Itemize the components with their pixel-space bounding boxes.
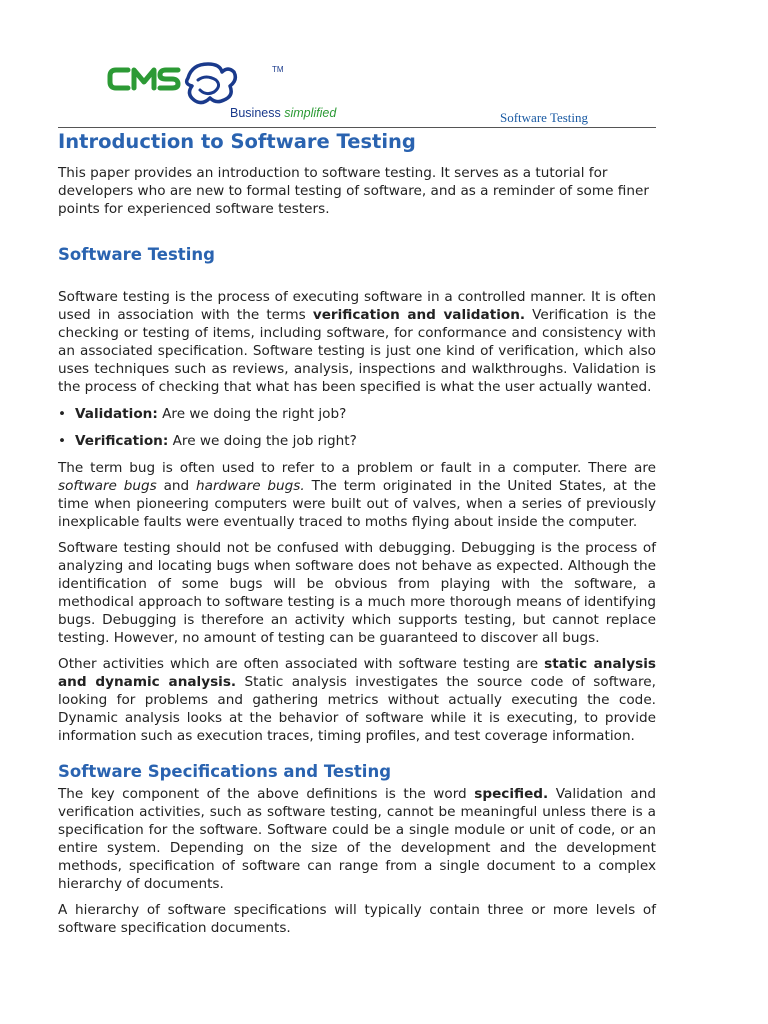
bullet-list [58,405,656,450]
text-run: The key component of the above definitions is the word [58,786,475,802]
company-logo [106,56,368,126]
logo-mark-icon [106,56,286,108]
bullet-label: Verification: [75,433,169,449]
tagline-simplified: simplified [284,106,337,120]
text-run: Static analysis investigates the source code of software, looking for problems and gathering metrics without actually executing the code. Dynamic analysis looks at the behavior of software while it is executing, to provide information such as execution traces, timing profiles, and test coverage information. [58,674,656,744]
paragraph-hierarchy: A hierarchy of software specifications will typically contain three or more levels of software specification documents. [58,902,656,936]
section-heading-specifications: Software Specifications and Testing [58,762,392,781]
bullet-icon: • [58,433,67,449]
bullet-text: Are we doing the job right? [168,433,357,449]
paragraph-analysis [58,655,656,745]
document-body [58,128,656,937]
text-run: Other activities which are often associated with software testing are [58,656,545,672]
intro-paragraph: This paper provides an introduction to software testing. It serves as a tutorial for developers who are new to formal testing of software, and as a reminder of some finer points for experienced software testers. [58,165,649,217]
trademark-mark: TM [272,65,284,74]
paragraph-specified [58,785,656,893]
text-run: and [156,478,197,494]
paragraph-bugs [58,459,656,531]
bold-run: static analysis and dynamic analysis. [58,656,656,690]
tagline-business: Business [230,106,281,120]
bold-run: verification and validation. [312,307,526,323]
bullet-text: Are we doing the right job? [157,406,347,422]
text-run: Verification is the checking or testing of items, including software, for conformance and consistency with an associated specification. Software testing is just one kind of verification, which also uses techniques such as reviews, analysis, inspections and walkthroughs. Validation is the process of checking that what has been specified is what the user actually wanted. [58,307,656,395]
text-run: Software testing is the process of executing software in a controlled manner. It is often used in association with the terms [58,289,656,323]
text-run: The term originated in the United States, at the time when pioneering computers were built out of valves, when a series of previously inexplicable faults were eventually traced to moths flying about inside the computer. [58,478,657,530]
bullet-label: Validation: [75,406,158,422]
paragraph-definition [58,288,656,396]
header-document-title: Software Testing [500,110,589,125]
text-run: The term bug is often used to refer to a problem or fault in a computer. There are [58,460,656,476]
italic-run: software bugs [58,478,157,494]
text-run: Validation and verification activities, such as software testing, cannot be meaningful unless there is a specification for the software. Software could be a single module or unit of code, or an entire system. Depending on the size of the development and the development methods, specification of software can range from a single document to a complex hierarchy of documents. [58,786,657,892]
page-header [58,56,658,130]
italic-run: hardware bugs. [196,478,305,494]
bullet-icon: • [58,406,67,422]
section-heading-software-testing: Software Testing [58,245,215,264]
logo-tagline [230,106,336,120]
list-item [58,405,656,423]
list-item [58,432,656,450]
bold-run: specified. [474,786,549,802]
paragraph-debugging: Software testing should not be confused with debugging. Debugging is the process of analyzing and locating bugs when software does not behave as expected. Although the identification of some bugs will be obvious from playing with the software, a methodical approach to software testing is a much more thorough means of identifying bugs. Debugging is therefore an activity which supports testing, but cannot replace testing. However, no amount of testing can be guaranteed to discover all bugs. [58,540,656,646]
page-title: Introduction to Software Testing [58,130,416,153]
